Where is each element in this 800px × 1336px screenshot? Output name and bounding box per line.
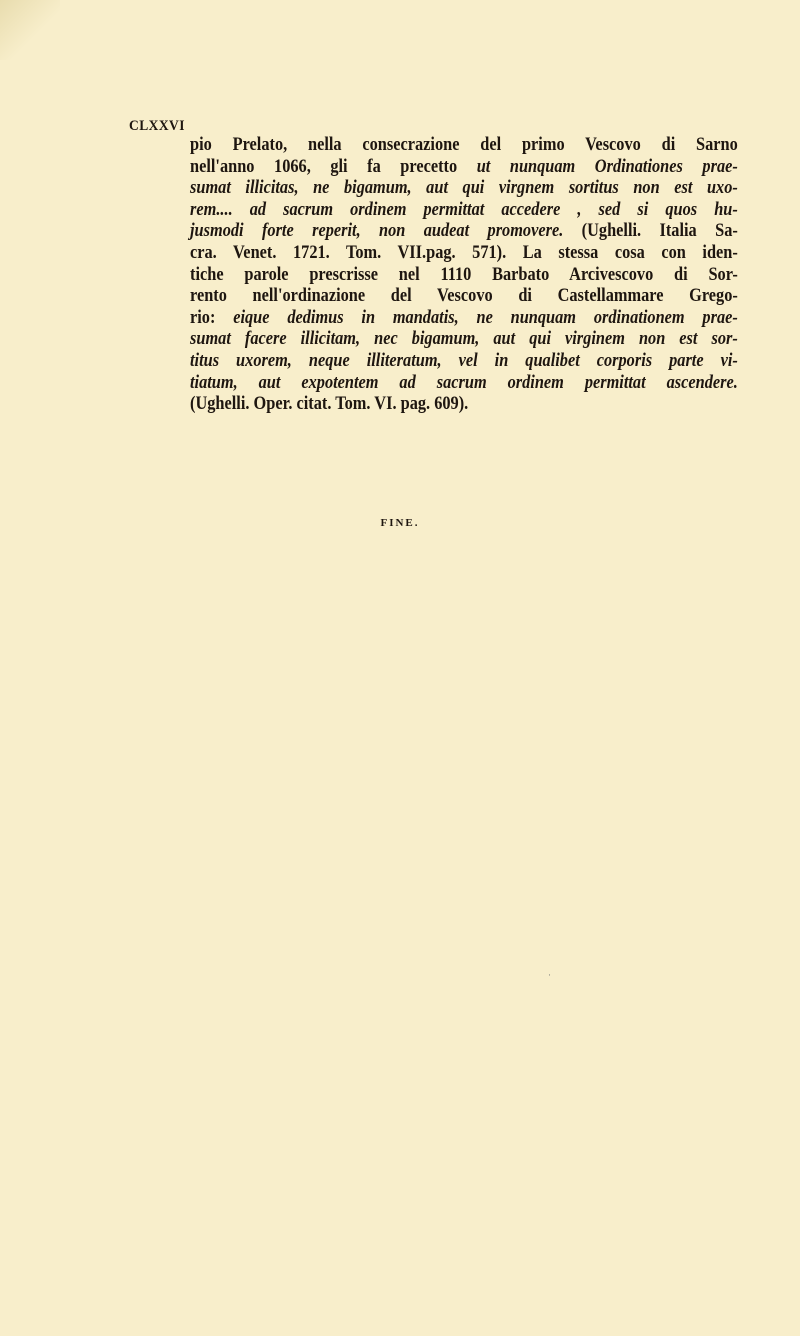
text-line (190, 264, 738, 286)
text-segment: (Ughelli. Oper. citat. Tom. VI. pag. 609). (190, 393, 469, 415)
text-line (190, 393, 738, 415)
text-line (190, 220, 738, 242)
italic-quote-segment: titus uxorem, neque illiteratum, vel in qualibet corporis parte vi- (190, 349, 738, 371)
text-line (190, 177, 738, 199)
text-segment: cra. Venet. 1721. Tom. VII.pag. 571). La stessa cosa con iden- (190, 241, 738, 263)
text-line (190, 199, 738, 221)
text-line (190, 156, 738, 178)
italic-quote-segment: sumat facere illicitam, nec bigamum, aut qui virginem non est sor- (190, 328, 738, 350)
text-segment: (Ughelli. Italia Sa- (581, 220, 738, 242)
text-segment: pio Prelato, nella consecrazione del primo Vescovo di Sarno (190, 134, 738, 155)
italic-quote-segment: eique dedimus in mandatis, ne nunquam ordinationem prae- (233, 306, 738, 328)
text-line (190, 350, 738, 372)
italic-quote-segment: rem.... ad sacrum ordinem permittat accedere , sed si quos hu- (190, 198, 738, 220)
text-segment: nell'anno 1066, gli fa precetto (190, 155, 477, 177)
text-line (190, 242, 738, 264)
text-line (190, 328, 738, 350)
text-line (190, 307, 738, 329)
italic-quote-segment: sumat illicitas, ne bigamum, aut qui virgnem sortitus non est uxo- (190, 177, 738, 199)
stray-mark: · (548, 970, 551, 980)
end-mark: FINE. (380, 517, 420, 529)
italic-quote-segment: jusmodi forte reperit, non audeat promovere. (190, 220, 582, 242)
page-number-header: CLXXVI (129, 118, 185, 134)
text-line (190, 134, 738, 156)
text-segment: rio: (190, 306, 234, 328)
text-line (190, 285, 738, 307)
page-corner-shadow (0, 0, 60, 60)
text-segment: tiche parole prescrisse nel 1110 Barbato Arcivescovo di Sor- (190, 263, 738, 285)
body-text (190, 134, 738, 415)
italic-quote-segment: ut nunquam Ordinationes prae- (476, 155, 738, 177)
text-segment: rento nell'ordinazione del Vescovo di Castellammare Grego- (190, 285, 738, 307)
italic-quote-segment: tiatum, aut expotentem ad sacrum ordinem permittat ascendere. (190, 371, 738, 393)
text-line (190, 372, 738, 394)
